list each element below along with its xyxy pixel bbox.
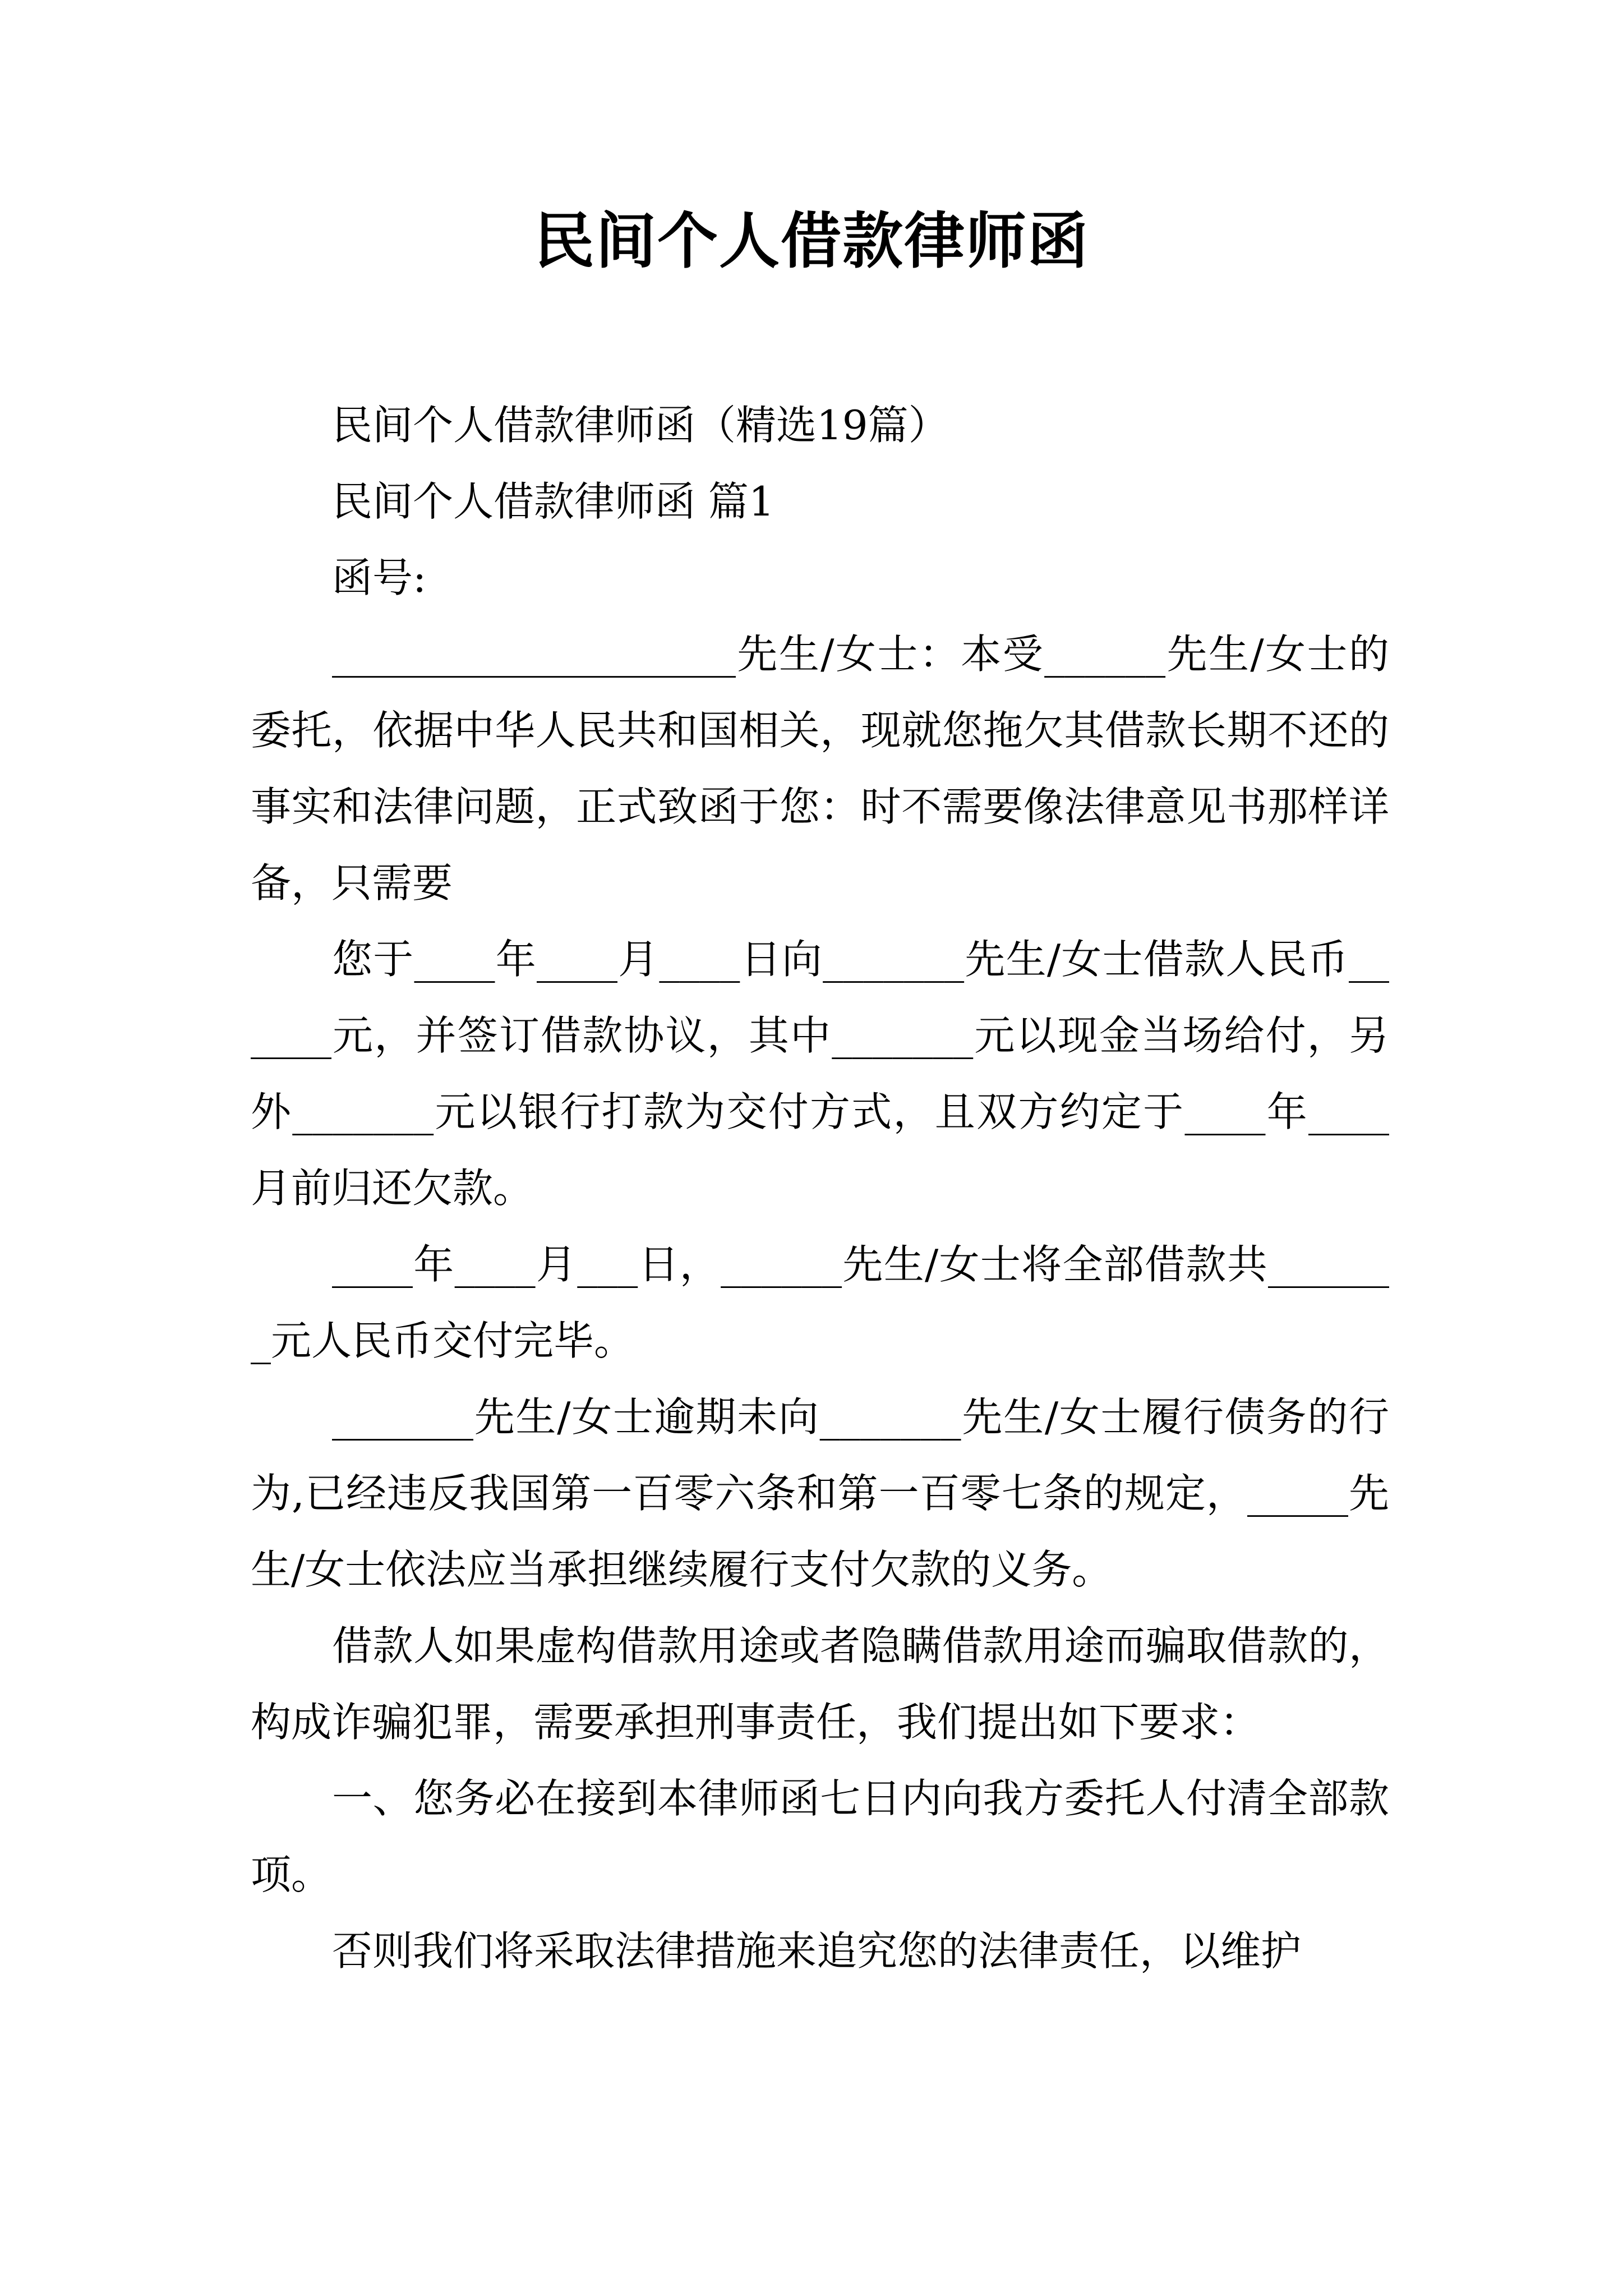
paragraph-salutation: ____________________先生/女士：本受______先生/女士的委托，依据中华人民共和国相关，现就您拖欠其借款长期不还的事实和法律问题，正式致函于您：时不需要像法律意见书那样详备，只需要 — [251, 631, 1389, 907]
paragraph-subtitle: 民间个人借款律师函（精选19篇） — [332, 402, 949, 449]
paragraph-delivery: ____年____月___日，______先生/女士将全部借款共_______元人民币交付完毕。 — [251, 1241, 1389, 1364]
paragraph-loan-details: 您于____年____月____日向_______先生/女士借款人民币______元，并签订借款协议，其中_______元以现金当场给付，另外_______元以银行打款为交付方式，且双方约定于____年____月前归还欠款。 — [251, 936, 1389, 1212]
paragraph-section-heading: 民间个人借款律师函 篇1 — [332, 478, 774, 525]
paragraph-demand-one: 一、您务必在接到本律师函七日内向我方委托人付清全部款项。 — [251, 1775, 1389, 1898]
document-title: 民间个人借款律师函 — [533, 206, 1089, 277]
paragraph-consequence: 否则我们将采取法律措施来追究您的法律责任，以维护 — [332, 1927, 1302, 1975]
paragraph-fraud-warning: 借款人如果虚构借款用途或者隐瞒借款用途而骗取借款的，构成诈骗犯罪，需要承担刑事责任，我们提出如下要求： — [251, 1622, 1389, 1746]
paragraph-breach: _______先生/女士逾期未向_______先生/女士履行债务的行为,已经违反我国第一百零六条和第一百零七条的规定，_____先生/女士依法应当承担继续履行支付欠款的义务。 — [251, 1393, 1389, 1593]
paragraph-letter-number: 函号: — [332, 554, 427, 601]
document-body — [251, 387, 1389, 1989]
